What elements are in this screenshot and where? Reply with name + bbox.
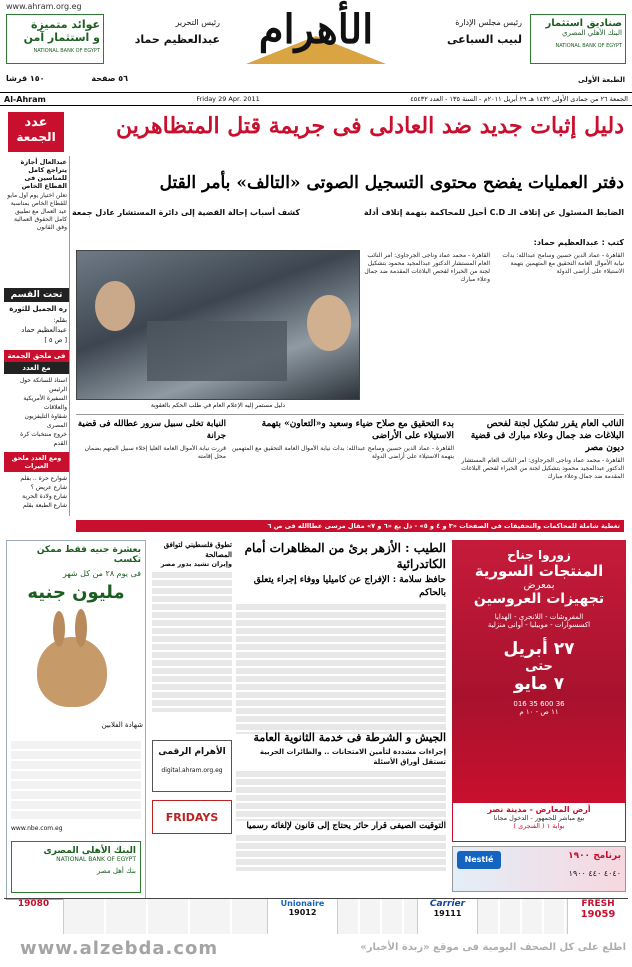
syria-date1: ٢٧ أبريل — [503, 639, 575, 659]
left-ad-bank: NATIONAL BANK OF EGYPT — [33, 48, 100, 54]
syria-line1: زوروا جناح — [507, 548, 571, 562]
site-url[interactable]: www.ahram.org.eg — [6, 2, 82, 11]
brand-cell — [478, 899, 568, 934]
lead-kicker-row — [72, 208, 624, 217]
digital-ahram-box[interactable] — [152, 740, 232, 792]
nbe-ad-prize: مليون جنيه — [27, 582, 125, 603]
lead-kicker-left[interactable]: كشف أسباب إحالة القضية إلى دائرة المستشار عادل جمعة — [72, 208, 301, 217]
watermark-text: اطلع على كل الصحف اليومية فى موقع «زبدة الأخبار» — [360, 942, 626, 953]
story-2-text: القاهرة - عماد الدين حسين وسامح عبدالله: بدأت نيابة الأموال العامة التحقيق مع المتهمين بتهمة الاستيلاء على أراضى الدولة — [231, 445, 454, 460]
side-story-text — [152, 572, 232, 712]
syria-line6: اكسسوارات - موبيليا - أوانى منزلية — [487, 621, 591, 629]
brand-cell[interactable] — [268, 899, 338, 934]
list-item[interactable]: شقاوة التليفزيون المصرى — [24, 413, 67, 429]
sidebar-page-ref[interactable]: [ ص ٥ ] — [44, 336, 67, 344]
nestle-ad[interactable] — [452, 846, 626, 892]
azhar-story[interactable] — [236, 540, 446, 734]
edition: الطبعة الأولى — [578, 76, 626, 84]
sidebar-writer: عبدالعظيم حماد — [21, 326, 67, 334]
nestle-logo: Nestlé — [457, 851, 501, 869]
azhar-subheadline[interactable]: حافظ سلامة : الإفراج عن كاميليا ووفاء إجراء يتعلق بالحاكم — [253, 575, 446, 598]
nbe-certificate-ad[interactable] — [6, 540, 146, 900]
left-bank-ad[interactable] — [6, 14, 104, 64]
syria-venue: أرض المعارض - مدينة نصر — [487, 805, 591, 814]
list-item[interactable]: خروج منتخبات كرة القدم — [20, 431, 67, 447]
editor-block — [110, 18, 220, 46]
brand-cell[interactable] — [418, 899, 478, 934]
nbe-ad-sub: فى يوم ٢٨ من كل شهر — [62, 569, 141, 578]
syria-line3: بمعرض — [523, 580, 555, 591]
dateline-arabic: الجمعة ٢٦ من جمادى الأولى ١٤٣٢ هـ ٢٩ أبريل ٢٠١١م - السنة ١٣٥ - العدد ٤٥٤٣٢ — [410, 95, 628, 103]
sidebar-section-sub[interactable]: ره الجميل للثورة — [9, 305, 67, 313]
syria-venue-box — [452, 802, 626, 842]
syria-entry: بيع مباشر للجمهور - الدخول مجانا — [493, 814, 585, 822]
continued-bar[interactable]: تغطية شاملة للمحاكمات والتحقيقات فى الصفحات «٣ و ٤ و ٥» - دل يع «٦ و ٧» مقال مرسى عطاالله فى ص ٦ — [76, 520, 624, 532]
editor-label: رئيس التحرير — [175, 18, 220, 27]
rabbit-icon — [37, 637, 107, 707]
story-2-title[interactable]: بدء التحقيق مع صلاح ضياء وسعيد و«التعاون» بتهمة الاستيلاء على الأراضى — [261, 419, 454, 441]
sidebar-title[interactable]: عبدالعال أجازة يتراجع كامل للمناسين فى القطاع الخاص — [20, 158, 67, 190]
photo-caption: دليل مستمر إليه الإعلام العام في طلب الحكم بالعقوبة — [150, 402, 286, 409]
dst-headline[interactable]: التوقيت الصيفى قرار حائر يحتاج إلى قانون لإلغائه رسميا — [246, 821, 446, 831]
syria-line4: تجهيزات العروسين — [473, 591, 605, 607]
list-item[interactable]: استاذ للسانكة حول الرئيس — [19, 377, 67, 393]
sidebar-inside-list — [6, 376, 67, 448]
badge-line1: عدد — [24, 115, 48, 130]
board-name: لبيب السباعى — [447, 33, 522, 46]
syria-line2: المنتجات السورية — [474, 562, 604, 580]
footer-brand-strip — [4, 898, 628, 934]
watermark — [0, 936, 632, 967]
editor-name: عبدالعظيم حماد — [134, 33, 220, 46]
syria-date2: حتى — [525, 659, 553, 674]
brand-phone: 19059 — [580, 909, 616, 920]
logo[interactable] — [236, 6, 396, 53]
nestle-code: ٤٠٤٠ ٤٤٠ ١٩٠٠ — [568, 869, 621, 878]
nbe-ad-title: بعشرة جنيه فقط ممكن تكسب — [36, 545, 141, 565]
side-story-title[interactable]: تطوق فلسطيني لتوافق المصالحة — [163, 540, 232, 559]
exams-sub[interactable]: إجراءات مشددة لتأمين الامتحانات .. والطائرات الحربية تستقل أوراق الأسئلة — [259, 748, 446, 766]
badge-line2: الجمعة — [16, 130, 56, 144]
sidebar — [4, 156, 70, 516]
lead-body-col1: القاهرة - محمد عماد وناجى الجرجاوى: أمر النائب العام المستشار الدكتور عبدالمجيد محمود بتشكيل لجنة من الخبراء لفحص البلاغات المقدمة ضد جمال وعلاء مبارك — [364, 252, 490, 283]
story-2[interactable] — [230, 418, 454, 495]
azhar-text — [236, 604, 446, 734]
lead-headline[interactable]: دليل إثبات جديد ضد العادلى فى جريمة قتل المتظاهرين — [116, 113, 624, 139]
nbe-slogan: بنك أهل مصر — [96, 867, 136, 875]
sidebar-inside-title: مع العدد — [4, 362, 69, 374]
list-item[interactable]: شارع الطبعة بقلم — [22, 502, 67, 509]
rabbit-ear-icon — [53, 611, 65, 647]
lead-byline: كتب : عبدالعظيم حماد: — [533, 238, 624, 247]
nbe-web[interactable]: www.nbe.com.eg — [11, 825, 63, 832]
story-3[interactable] — [76, 418, 226, 495]
list-item[interactable]: شارع ولادة الحرية — [22, 493, 67, 500]
lead-subheadline[interactable]: دفتر العمليات يفضح محتوى التسجيل الصوتى «التالف» بأمر القتل — [159, 173, 624, 193]
nestle-promo: برنامج ١٩٠٠ — [568, 851, 621, 861]
right-bank-ad[interactable] — [530, 14, 626, 64]
syria-gate: بوابة ١ ( الفنجرى ) — [513, 822, 565, 830]
sidebar-writer-label: بقلم: — [53, 316, 67, 324]
story-3-text: قررت نيابة الأموال العامة العليا إخلاء سبيل المتهم بضمان محل إقامته — [84, 445, 226, 460]
story-3-title[interactable]: النيابة تخلى سبيل سرور عطالله فى قضية جرانة — [77, 419, 226, 441]
sidebar-body: تعلن اختيار يوم أول مايو للقطاع الخاص بمناسبة عيد العمال مع تطبيق كامل الحقوق العمالية وفق القانون — [7, 192, 67, 231]
dst-story[interactable] — [236, 820, 446, 871]
syria-phone: 016 35 600 36 — [513, 700, 565, 708]
syria-line5: المفروشات - اللانجرى - الهدايا — [494, 613, 584, 621]
left-ad-line2: و استثمار آمن — [23, 31, 100, 44]
dateline — [0, 92, 632, 106]
story-1-title[interactable]: النائب العام يقرر تشكيل لجنة لفحص البلاغات ضد جمال وعلاء مبارك فى قضية ديون مصر — [470, 419, 624, 453]
brand-name: 19080 — [17, 899, 50, 909]
divider — [76, 414, 624, 415]
photo-figure-right — [307, 295, 351, 351]
logo-text: الأهرام — [258, 6, 374, 53]
nbe-bank-name: البنك الأهلى المصرى — [43, 846, 136, 856]
right-ad-bank: NATIONAL BANK OF EGYPT — [555, 43, 622, 49]
right-ad-line2: البنك الأهلي المصري — [562, 29, 622, 37]
story-1-text: القاهرة - محمد عماد وناجى الجرجاوى: أمر النائب العام المستشار الدكتور عبدالمجيد محمود بتشكيل لجنة من الخبراء لفحص البلاغات المقدمة ضد جمال وعلاء مبارك — [461, 457, 624, 480]
dateline-english: Al-Ahram — [4, 94, 46, 104]
masthead — [0, 0, 632, 92]
list-item[interactable]: السفيرة الأمريكية والعلاقات — [23, 395, 67, 411]
fridays-logo: FRIDAYS — [165, 811, 219, 824]
brand-cell[interactable] — [4, 899, 64, 934]
brand-phone: 19012 — [288, 908, 317, 917]
nbe-terms-block — [11, 741, 141, 821]
right-ad-line1: صناديق استثمار — [545, 18, 622, 29]
azhar-headline[interactable]: الطيب : الأزهر برئ من المظاهرات أمام الكاتدرائية — [244, 541, 446, 571]
exams-text — [236, 771, 446, 821]
sidebar-inside-label: فى ملحق الجمعة — [4, 350, 69, 362]
brand-name: FRESH — [581, 899, 615, 909]
nbe-bank-en: NATIONAL BANK OF EGYPT — [56, 856, 136, 863]
brand-phone: 19111 — [433, 909, 462, 918]
syria-hours: ١١ ص - ١٠ م — [519, 708, 559, 716]
photo-vehicle — [147, 321, 287, 381]
syrian-products-ad[interactable] — [452, 540, 626, 802]
list-item[interactable]: شارع عريض ؟ — [30, 484, 67, 491]
digital-url[interactable]: digital.ahram.org.eg — [161, 767, 223, 774]
price-row — [6, 74, 128, 83]
board-label: رئيس مجلس الإدارة — [455, 18, 522, 27]
lead-photo[interactable] — [76, 250, 360, 400]
sidebar-extras-label: ومع العدد ملحق العيرات — [4, 452, 69, 472]
left-ad-line1: عوائد متميزة — [31, 18, 100, 31]
brand-cell[interactable] — [568, 899, 628, 934]
brand-cell — [64, 899, 268, 934]
board-block — [412, 18, 522, 46]
nbe-ad-footer-title: شهادة الفلابين — [101, 721, 143, 729]
sidebar-section: تحت القسم — [4, 288, 69, 302]
brand-name: Carrier — [429, 899, 466, 909]
side-story-sub: وإيران تشيد بدور مصر — [160, 560, 232, 568]
exams-story[interactable] — [236, 730, 446, 821]
lead-kicker-right[interactable]: الضابط المسئول عن إتلاف الـ C.D أحيل للمحاكمة بتهمة إتلاف أدلة — [363, 208, 624, 217]
dateline-date-en: Friday 29 Apr. 2011 — [196, 95, 260, 103]
list-item[interactable]: شوارع حرة .. بقلم — [20, 475, 67, 482]
sidebar-extras-list — [6, 474, 67, 510]
digital-label: الأهرام الرقمى — [158, 747, 226, 757]
story-1[interactable] — [460, 418, 624, 507]
brand-name: Unionaire — [280, 899, 325, 908]
syria-date3: ٧ مايو — [513, 674, 565, 694]
rabbit-ear-icon — [75, 609, 87, 647]
dst-text — [236, 835, 446, 871]
price: ١٥٠ قرشا — [6, 74, 45, 83]
fridays-ad[interactable] — [152, 800, 232, 834]
pages: ٥٦ صفحة — [91, 74, 128, 83]
side-story[interactable] — [152, 540, 232, 712]
brand-cell — [338, 899, 418, 934]
friday-badge — [8, 112, 64, 152]
photo-figure-left — [95, 281, 135, 331]
exams-headline[interactable]: الجيش و الشرطة فى خدمة الثانوية العامة — [253, 731, 446, 744]
nbe-logo-box[interactable] — [11, 841, 141, 893]
lead-body-col2: القاهرة - عماد الدين حسين وسامح عبدالله: بدأت نيابة الأموال العامة التحقيق مع المتهمين بتهمة الاستيلاء على أراضى الدولة — [502, 252, 624, 275]
watermark-url[interactable]: www.alzebda.com — [20, 938, 219, 959]
